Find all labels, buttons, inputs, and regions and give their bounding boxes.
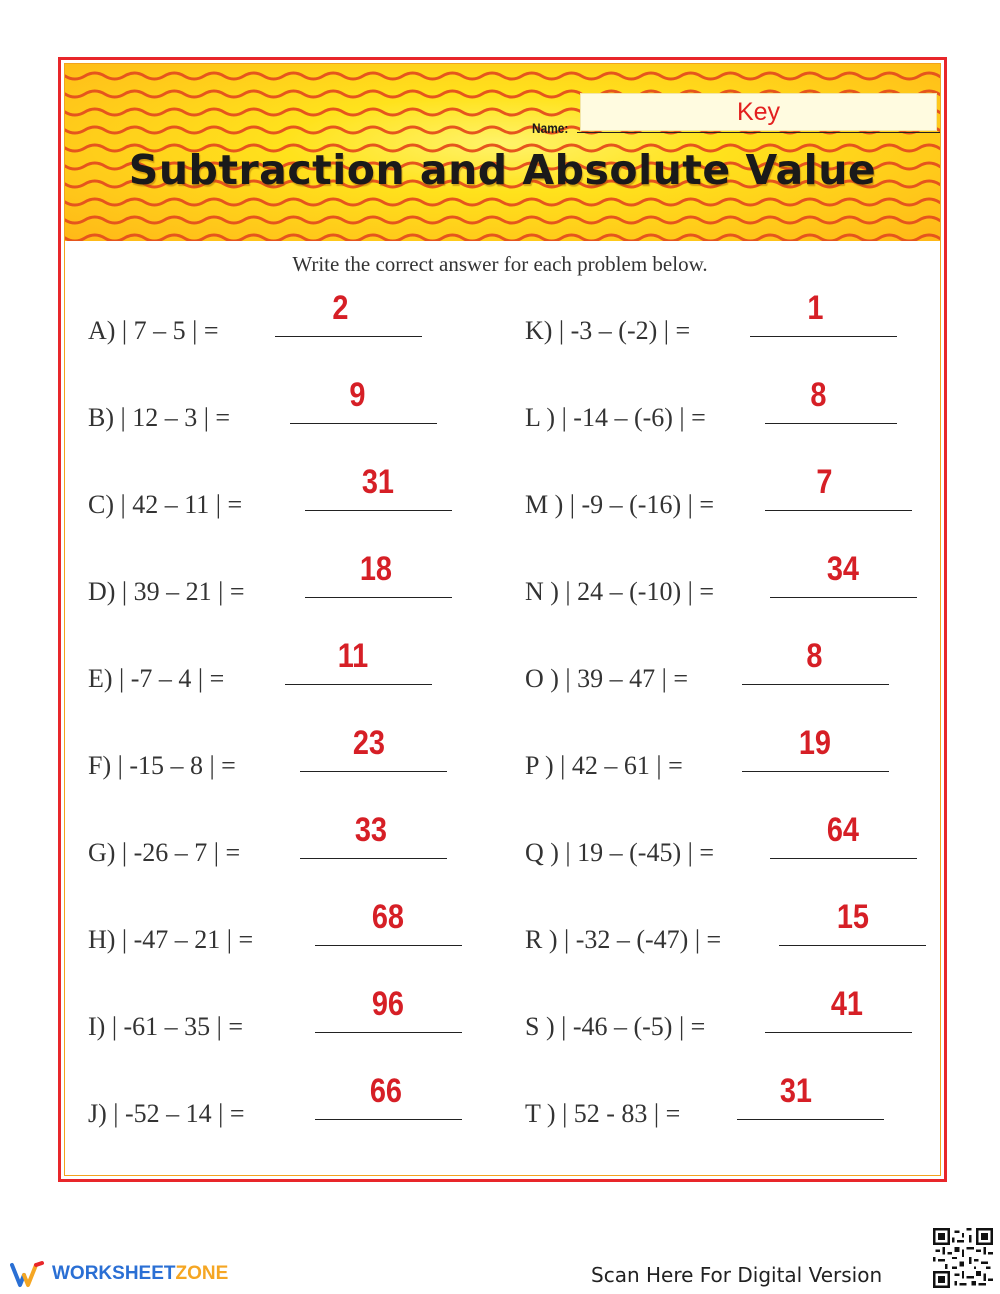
answer-value: 31	[779, 1072, 812, 1110]
answer-value: 34	[826, 550, 859, 588]
answer-value: 15	[836, 898, 869, 936]
problem-expression: G) | -26 – 7 | =	[88, 838, 241, 867]
problem-expression: R ) | -32 – (-47) | =	[525, 925, 722, 954]
scan-instructions: Scan Here For Digital Version	[591, 1263, 883, 1287]
problem-expression: B) | 12 – 3 | =	[88, 403, 231, 432]
problem-expression: K) | -3 – (-2) | =	[525, 316, 691, 345]
problem-expression: F) | -15 – 8 | =	[88, 751, 236, 780]
problem-expression: C) | 42 – 11 | =	[88, 490, 243, 519]
answer-value: 11	[337, 637, 369, 675]
answer-value: 33	[354, 811, 387, 849]
brand-part-1: WORKSHEET	[52, 1263, 176, 1284]
answer-value: 68	[371, 898, 404, 936]
problem-expression: T ) | 52 - 83 | =	[525, 1099, 681, 1128]
answer-value: 23	[352, 724, 385, 762]
problem-expression: I) | -61 – 35 | =	[88, 1012, 244, 1041]
name-field[interactable]: Key	[580, 93, 937, 131]
answer-value: 64	[826, 811, 859, 849]
page-title: Subtraction and Absolute Value	[128, 146, 877, 194]
answer-value: 1	[807, 289, 824, 327]
header-banner	[65, 64, 940, 241]
logo-icon	[10, 1259, 46, 1289]
answer-value: 18	[359, 550, 392, 588]
answer-value: 8	[810, 376, 827, 414]
brand-part-2: ZONE	[175, 1263, 229, 1284]
worksheet-zone-logo[interactable]	[10, 1258, 228, 1290]
problem-expression: L ) | -14 – (-6) | =	[525, 403, 706, 432]
problem-expression: D) | 39 – 21 | =	[88, 577, 245, 606]
name-label: Name:	[532, 120, 569, 136]
answer-value: 2	[332, 289, 349, 327]
problem-expression: E) | -7 – 4 | =	[88, 664, 225, 693]
answer-value: 41	[830, 985, 863, 1023]
answer-blank[interactable]	[765, 480, 912, 511]
answer-value: 8	[806, 637, 823, 675]
answer-value: 66	[369, 1072, 402, 1110]
name-line	[577, 132, 940, 133]
problem-expression: A) | 7 – 5 | =	[88, 316, 219, 345]
problem-expression: S ) | -46 – (-5) | =	[525, 1012, 706, 1041]
answer-value: 31	[361, 463, 394, 501]
answer-value: 96	[371, 985, 404, 1023]
answer-value: 7	[816, 463, 833, 501]
problem-expression: N ) | 24 – (-10) | =	[525, 577, 714, 606]
problem-expression: M ) | -9 – (-16) | =	[525, 490, 714, 519]
problem-expression: Q ) | 19 – (-45) | =	[525, 838, 714, 867]
problem-expression: J) | -52 – 14 | =	[88, 1099, 245, 1128]
brand-name	[52, 1263, 228, 1285]
instructions: Write the correct answer for each problem below.	[292, 252, 708, 276]
problem-expression: O ) | 39 – 47 | =	[525, 664, 689, 693]
problem-expression: H) | -47 – 21 | =	[88, 925, 254, 954]
answer-value: 9	[349, 376, 366, 414]
answer-value: 19	[798, 724, 831, 762]
qr-code-icon[interactable]	[933, 1228, 993, 1288]
problem-expression: P ) | 42 – 61 | =	[525, 751, 683, 780]
answer-blank[interactable]	[765, 393, 897, 424]
